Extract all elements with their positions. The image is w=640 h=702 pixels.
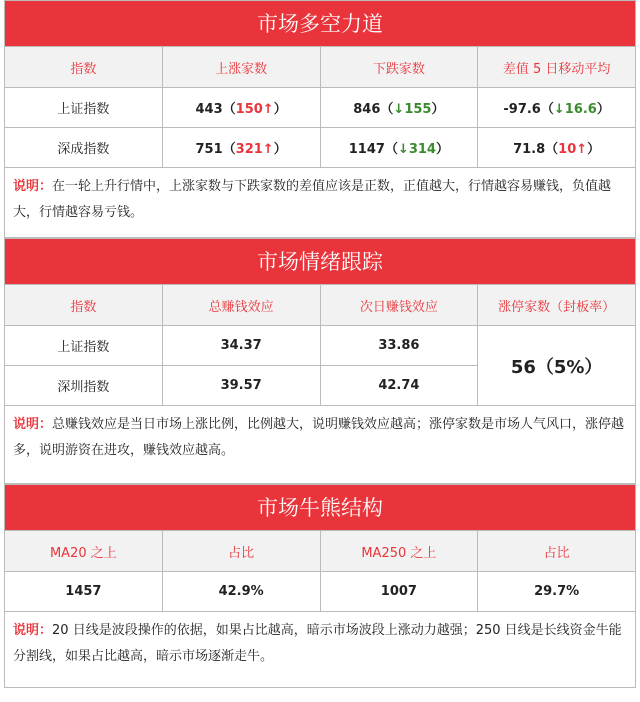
header-cell: 次日赚钱效应 (320, 285, 478, 326)
ma20-ratio: 42.9% (162, 572, 320, 612)
section2-title: 市场情绪跟踪 (4, 238, 636, 284)
next-day-profit-effect: 42.74 (320, 366, 478, 406)
diff-avg: -97.6（↓16.6） (478, 88, 636, 128)
section3-title: 市场牛熊结构 (4, 484, 636, 530)
section1-table (4, 46, 636, 168)
header-cell: 总赚钱效应 (162, 285, 320, 326)
note-label: 说明： (13, 623, 53, 638)
header-cell: 占比 (478, 531, 636, 572)
header-cell: 上涨家数 (162, 47, 320, 88)
header-cell: 涨停家数（封板率） (478, 285, 636, 326)
ma250-count: 1007 (320, 572, 478, 612)
table-header-row (5, 285, 636, 326)
section2-table (4, 284, 636, 406)
note-label: 说明： (13, 417, 53, 432)
total-profit-effect: 39.57 (162, 366, 320, 406)
table-header-row (5, 47, 636, 88)
up-count: 751（321↑） (162, 128, 320, 168)
report (4, 0, 636, 688)
ma250-ratio: 29.7% (478, 572, 636, 612)
note-label: 说明： (13, 179, 53, 194)
header-cell: 指数 (5, 285, 163, 326)
note-text: 20 日线是波段操作的依据，如果占比越高，暗示市场波段上涨动力越强；250 日线是长线资金牛能分割线，如果占比越高，暗示市场逐渐走牛。 (13, 623, 622, 664)
down-count: 1147（↓314） (320, 128, 478, 168)
header-cell: MA20 之上 (5, 531, 163, 572)
table-row (5, 128, 636, 168)
index-name: 深成指数 (5, 128, 163, 168)
section3-table (4, 530, 636, 612)
note-text: 在一轮上升行情中，上涨家数与下跌家数的差值应该是正数，正值越大，行情越容易赚钱，负值越大，行情越容易亏钱。 (13, 179, 612, 220)
header-cell: 指数 (5, 47, 163, 88)
table-row (5, 326, 636, 366)
next-day-profit-effect: 33.86 (320, 326, 478, 366)
table-row (5, 88, 636, 128)
index-name: 上证指数 (5, 326, 163, 366)
section2-note (4, 406, 636, 484)
index-name: 深圳指数 (5, 366, 163, 406)
header-cell: 差值 5 日移动平均 (478, 47, 636, 88)
header-cell: 占比 (162, 531, 320, 572)
ma20-count: 1457 (5, 572, 163, 612)
note-text: 总赚钱效应是当日市场上涨比例，比例越大，说明赚钱效应越高；涨停家数是市场人气风口，涨停越多，说明游资在进攻，赚钱效应越高。 (13, 417, 625, 458)
index-name: 上证指数 (5, 88, 163, 128)
section1-title: 市场多空力道 (4, 0, 636, 46)
section1-note (4, 168, 636, 238)
table-header-row (5, 531, 636, 572)
limit-up-count: 56（5%） (478, 326, 636, 406)
diff-avg: 71.8（10↑） (478, 128, 636, 168)
header-cell: 下跌家数 (320, 47, 478, 88)
header-cell: MA250 之上 (320, 531, 478, 572)
down-count: 846（↓155） (320, 88, 478, 128)
total-profit-effect: 34.37 (162, 326, 320, 366)
section3-note (4, 612, 636, 688)
up-count: 443（150↑） (162, 88, 320, 128)
table-row (5, 572, 636, 612)
